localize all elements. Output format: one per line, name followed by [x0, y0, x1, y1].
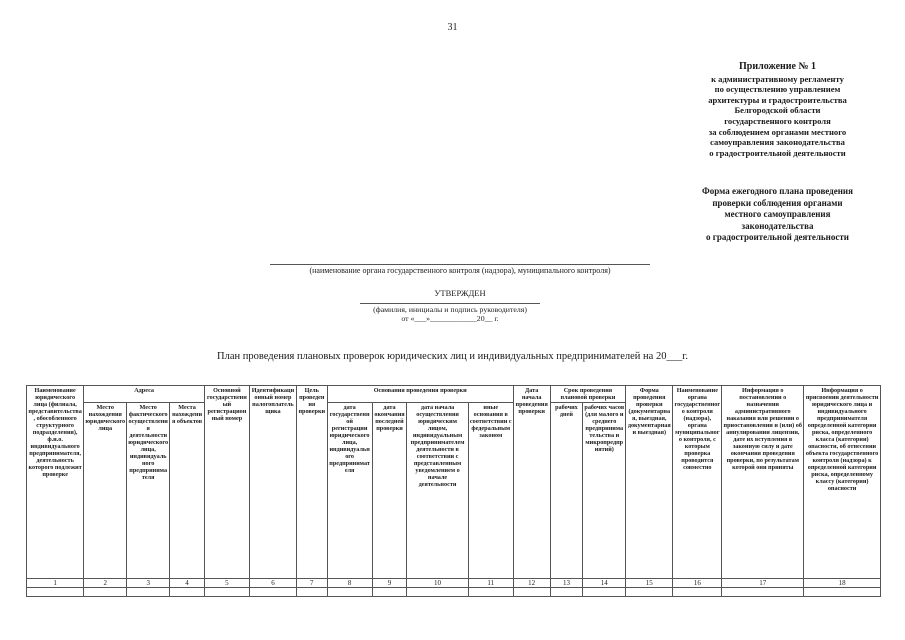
empty-cell[interactable]: [327, 588, 372, 597]
column-number: 14: [583, 579, 626, 588]
column-number: 2: [84, 579, 127, 588]
empty-cell[interactable]: [127, 588, 170, 597]
col-header: дата окончания последней проверки: [372, 403, 407, 579]
date-line: от «___»____________20__ г.: [401, 314, 499, 323]
appendix-line: за соблюдением органами местного: [708, 126, 847, 137]
col-header: Места нахождения объектов: [170, 403, 205, 579]
col-header: Основной государственный регистрационный номер: [204, 386, 249, 579]
appendix-line: государственного контроля: [724, 115, 831, 126]
column-number: 12: [513, 579, 550, 588]
column-numbers-row: [27, 579, 881, 588]
form-title: [665, 186, 890, 244]
empty-cell[interactable]: [468, 588, 513, 597]
column-number: 17: [722, 579, 804, 588]
column-number: 3: [127, 579, 170, 588]
form-title-line: местного самоуправления: [724, 209, 831, 219]
column-number: 16: [673, 579, 722, 588]
empty-cell[interactable]: [372, 588, 407, 597]
form-title-line: Форма ежегодного плана проведения: [702, 186, 853, 196]
empty-cell[interactable]: [722, 588, 804, 597]
empty-cell[interactable]: [626, 588, 673, 597]
empty-cell[interactable]: [583, 588, 626, 597]
appendix-line: к административному регламенту: [711, 73, 844, 84]
column-number: 5: [204, 579, 249, 588]
header-row-groups: [27, 386, 881, 403]
empty-cell[interactable]: [204, 588, 249, 597]
signature-block: [300, 305, 600, 323]
appendix-line: архитектуры и градостроительства: [708, 94, 847, 105]
empty-cell[interactable]: [84, 588, 127, 597]
appendix-title: Приложение № 1: [738, 61, 817, 72]
col-header: иные основания в соответствии с федеральным законом: [468, 403, 513, 579]
col-header: Информация о присвоении деятельности юридического лица и индивидуального предпринимателя определенной категории риска, определенного класса (категории) опасности, об отнесении объекта государственного контроля (надзора) к определенной категории риска, определенному классу (категории) опасности: [804, 386, 881, 579]
column-number: 4: [170, 579, 205, 588]
column-number: 1: [27, 579, 84, 588]
empty-cell[interactable]: [27, 588, 84, 597]
empty-cell[interactable]: [513, 588, 550, 597]
column-number: 11: [468, 579, 513, 588]
appendix-block: [665, 62, 890, 158]
group-header-grounds: Основания проведения проверки: [327, 386, 513, 403]
column-number: 15: [626, 579, 673, 588]
approved-label: УТВЕРЖДЕН: [434, 288, 486, 298]
column-number: 8: [327, 579, 372, 588]
column-number: 18: [804, 579, 881, 588]
plan-table: [26, 385, 881, 597]
column-number: 7: [296, 579, 327, 588]
col-header: Место фактического осуществления деятельности юридического лица, индивидуального предпринимателя: [127, 403, 170, 579]
col-header: дата начала осуществления юридическим лицом, индивидуальным предпринимателем деятельности в соответствии с представленным уведомлением о начале деятельности: [407, 403, 468, 579]
col-header: Наименование юридического лица (филиала, представительства, обособленного структурного подразделения), ф.и.о. индивидуального предпринимателя, деятельность которого подлежит проверке: [27, 386, 84, 579]
empty-cell[interactable]: [673, 588, 722, 597]
signature-caption: (фамилия, инициалы и подпись руководителя): [373, 305, 527, 314]
empty-cell[interactable]: [804, 588, 881, 597]
col-header: рабочих дней: [550, 403, 583, 579]
column-number: 6: [249, 579, 296, 588]
col-header: Место нахождения юридического лица: [84, 403, 127, 579]
col-header: Информация о постановлении о назначении административного наказания или решении о приостановлении и (или) об аннулировании лицензии, дате их вступления в законную силу и дате окончания проведения проверки, по результатам которой они приняты: [722, 386, 804, 579]
empty-cell[interactable]: [407, 588, 468, 597]
page-number: 31: [447, 22, 458, 33]
organ-name-line: [270, 264, 650, 265]
group-header-addresses: Адреса: [84, 386, 205, 403]
signature-line: [360, 303, 540, 304]
col-header: Форма проведения проверки (документарная, выездная, документарная и выездная): [626, 386, 673, 579]
plan-title: План проведения плановых проверок юридических лиц и индивидуальных предпринимателей на 20___г.: [217, 351, 688, 362]
col-header: дата государственной регистрации юридического лица, индивидуального предпринимателя: [327, 403, 372, 579]
empty-cell[interactable]: [550, 588, 583, 597]
empty-row: [27, 588, 881, 597]
form-title-line: о градостроительной деятельности: [706, 232, 849, 242]
appendix-line: Белгородской области: [734, 105, 821, 116]
form-title-line: проверки соблюдения органами: [712, 197, 843, 208]
col-header: Наименование органа государственного контроля (надзора), органа муниципального контроля, с которым проверка проводится совместно: [673, 386, 722, 579]
column-number: 10: [407, 579, 468, 588]
appendix-line: по осуществлению управлением: [714, 84, 841, 95]
col-header: Дата начала проведения проверки: [513, 386, 550, 579]
organ-name-caption: (наименование органа государственного контроля (надзора), муниципального контроля): [309, 266, 611, 275]
column-number: 9: [372, 579, 407, 588]
appendix-line: самоуправления законодательства: [710, 137, 845, 148]
col-header: Идентификационный номер налогоплательщика: [249, 386, 296, 579]
empty-cell[interactable]: [296, 588, 327, 597]
col-header: рабочих часов (для малого и среднего предпринимательства и микропредприятий): [583, 403, 626, 579]
empty-cell[interactable]: [249, 588, 296, 597]
col-header: Цель проведения проверки: [296, 386, 327, 579]
form-title-line: законодательства: [741, 220, 814, 231]
empty-cell[interactable]: [170, 588, 205, 597]
appendix-line: о градостроительной деятельности: [709, 147, 846, 158]
column-number: 13: [550, 579, 583, 588]
group-header-term: Срок проведения плановой проверки: [550, 386, 626, 403]
